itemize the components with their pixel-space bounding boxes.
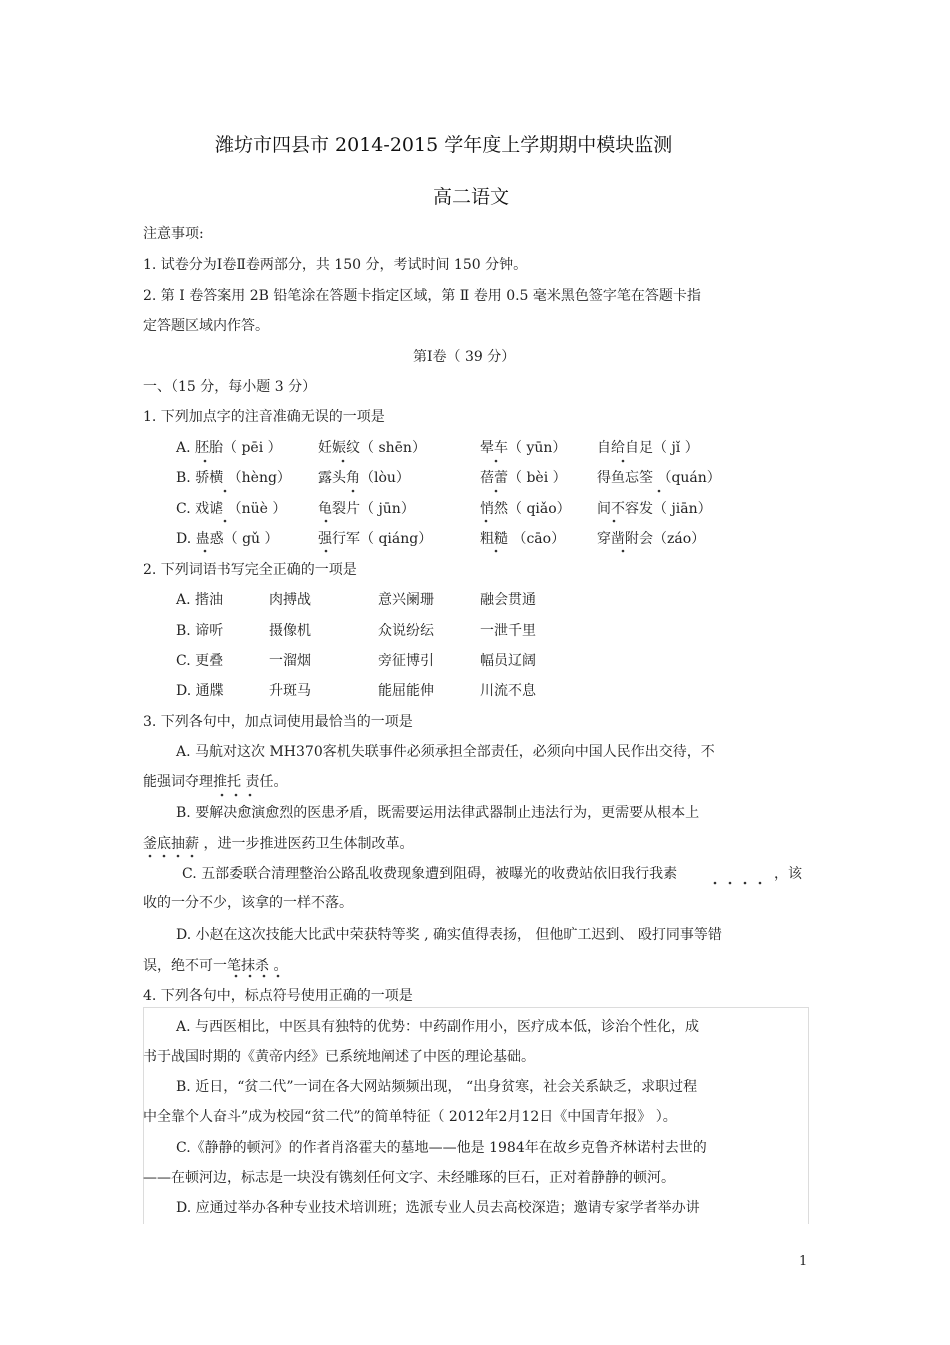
q3-option-d-line-1: D. 小赵在这次技能大比武中荣获特等奖 , 确实值得表扬， 但他旷工迟到、 殴打同事等错 xyxy=(176,927,722,943)
q2-option-b-col-4: 一泄千里 xyxy=(480,623,536,639)
question-3-stem: 3. 下列各句中，加点词使用最恰当的一项是 xyxy=(143,714,413,730)
q2-option-c-col-4: 幅员辽阔 xyxy=(480,653,536,669)
q1-option-a-col-4: 自给自足（ jǐ ） xyxy=(597,440,699,456)
q4-option-a-line-2: 书于战国时期的《黄帝内经》已系统地阐述了中医的理论基础。 xyxy=(143,1049,535,1065)
q3-option-b-line-2: 釜底抽薪 ，进一步推进医药卫生体制改革。 xyxy=(143,836,414,852)
q2-option-d-col-3: 能屈能伸 xyxy=(378,683,434,699)
q2-option-d-col-2: 升斑马 xyxy=(269,683,311,699)
q1-option-a-col-1: A. 胚胎（ pēi ） xyxy=(176,440,282,456)
q1-option-b-col-2: 露头角（lòu） xyxy=(318,470,410,486)
q1-option-b-col-1: B. 骄横 （hèng） xyxy=(176,470,291,486)
part-heading: 一、（15 分，每小题 3 分） xyxy=(143,379,317,395)
exam-subject: 高二语文 xyxy=(433,186,510,208)
question-1-stem: 1. 下列加点字的注音准确无误的一项是 xyxy=(143,409,385,425)
q1-option-d-col-1: D. 蛊惑（ gǔ ） xyxy=(176,531,279,547)
exam-title: 潍坊市四县市 2014-2015 学年度上学期期中模块监测 xyxy=(215,134,673,156)
q3-option-b-line-1: B. 要解决愈演愈烈的医患矛盾，既需要运用法律武器制止违法行为，更需要从根本上 xyxy=(176,805,700,821)
q2-option-b-col-1: B. 谛听 xyxy=(176,623,224,639)
q1-option-c-col-2: 龟裂片（ jūn） xyxy=(318,501,415,517)
q1-option-c-col-3: 悄然（ qiǎo） xyxy=(480,501,571,517)
q2-option-c-col-3: 旁征博引 xyxy=(378,653,434,669)
q3-option-a-line-1: A. 马航对这次 MH370客机失联事件必须承担全部责任，必须向中国人民作出交待，不 xyxy=(176,744,715,760)
q1-option-d-col-2: 强行军（ qiáng） xyxy=(318,531,433,547)
q2-option-d-col-1: D. 通牒 xyxy=(176,683,224,699)
q1-option-c-col-4: 间不容发（ jiān） xyxy=(597,501,712,517)
q3-option-c-line-1-end: ，该 xyxy=(774,866,802,882)
q1-option-a-col-2: 妊娠纹（ shēn） xyxy=(318,440,426,456)
q1-option-d-col-3: 粗糙 （cāo） xyxy=(480,531,566,547)
volume-title: 第Ⅰ卷（ 39 分） xyxy=(413,349,516,365)
q1-option-b-col-4: 得鱼忘筌 （quán） xyxy=(597,470,721,486)
q4-option-a-line-1: A. 与西医相比，中医具有独特的优势：中药副作用小，医疗成本低，诊治个性化，成 xyxy=(176,1019,700,1035)
question-4-stem: 4. 下列各句中，标点符号使用正确的一项是 xyxy=(143,988,413,1004)
notes-heading: 注意事项: xyxy=(143,226,204,242)
q2-option-c-col-2: 一溜烟 xyxy=(269,653,311,669)
q1-option-b-col-3: 蓓蕾（ bèi ） xyxy=(480,470,567,486)
q1-option-c-col-1: C. 戏谑 （nüè ） xyxy=(176,501,287,517)
q2-option-a-col-3: 意兴阑珊 xyxy=(378,592,434,608)
q1-option-a-col-3: 晕车（ yūn） xyxy=(480,440,567,456)
q2-option-d-col-4: 川流不息 xyxy=(480,683,536,699)
q1-option-d-col-4: 穿凿附会（záo） xyxy=(597,531,706,547)
q3-option-c-line-1: C. 五部委联合清理整治公路乱收费现象遭到阻碍，被曝光的收费站依旧我行我素 xyxy=(182,866,678,882)
page-number: 1 xyxy=(799,1254,808,1269)
question-2-stem: 2. 下列词语书写完全正确的一项是 xyxy=(143,562,357,578)
q3-option-c-line-2: 收的一分不少，该拿的一样不落。 xyxy=(143,895,353,911)
notes-item-2-line-1: 2. 第 Ⅰ 卷答案用 2B 铅笔涂在答题卡指定区域，第 Ⅱ 卷用 0.5 毫米黑色签字笔在答题卡指 xyxy=(143,288,701,304)
q2-option-a-col-2: 肉搏战 xyxy=(269,592,311,608)
q2-option-b-col-3: 众说纷纭 xyxy=(378,623,434,639)
q3-option-d-line-2: 误，绝不可一笔抹杀 。 xyxy=(143,958,288,974)
q4-option-b-line-1: B. 近日，“贫二代”一词在各大网站频频出现， “出身贫寒，社会关系缺乏，求职过程 xyxy=(176,1079,698,1095)
q4-option-d-line-1: D. 应通过举办各种专业技术培训班；选派专业人员去高校深造；邀请专家学者举办讲 xyxy=(176,1200,700,1216)
q4-option-c-line-2: ——在顿河边，标志是一块没有镌刻任何文字、未经雕琢的巨石，正对着静静的顿河。 xyxy=(143,1170,675,1186)
q2-option-c-col-1: C. 更叠 xyxy=(176,653,224,669)
q3-option-a-line-2: 能强词夺理推托 责任。 xyxy=(143,774,288,790)
notes-item-2-line-2: 定答题区域内作答。 xyxy=(143,318,269,334)
q2-option-b-col-2: 摄像机 xyxy=(269,623,311,639)
q2-option-a-col-4: 融会贯通 xyxy=(480,592,536,608)
notes-item-1: 1. 试卷分为Ⅰ卷Ⅱ卷两部分，共 150 分，考试时间 150 分钟。 xyxy=(143,257,528,273)
q4-option-b-line-2: 中全靠个人奋斗”成为校园“贫二代”的简单特征（ 2012年2月12日《中国青年报》 ）。 xyxy=(143,1109,677,1125)
q2-option-a-col-1: A. 揩油 xyxy=(176,592,224,608)
q4-option-c-line-1: C.《静静的顿河》的作者肖洛霍夫的墓地——他是 1984年在故乡克鲁齐林诺村去世的 xyxy=(176,1140,707,1156)
